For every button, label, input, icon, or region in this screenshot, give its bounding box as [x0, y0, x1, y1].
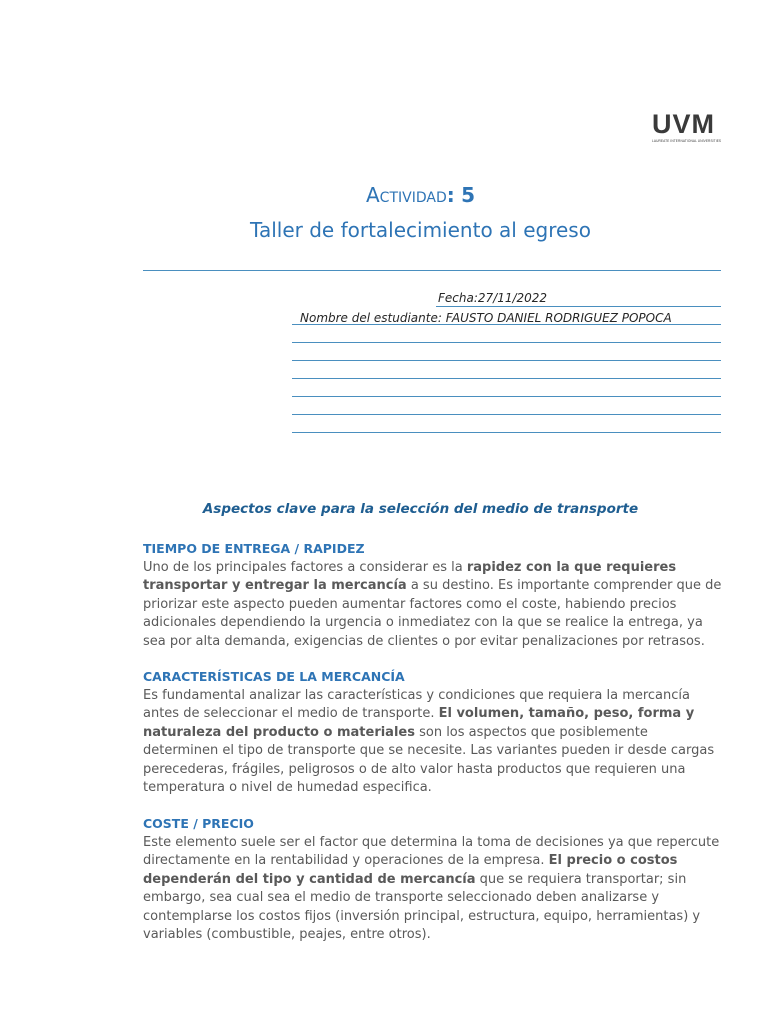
- date-field: Fecha:27/11/2022: [438, 291, 548, 305]
- section-block: [143, 540, 723, 651]
- paragraph-emphasis: El volumen, tamaño, peso, forma y naturaleza del producto o materiales: [143, 706, 695, 740]
- section-heading: TIEMPO DE ENTREGA / RAPIDEZ: [143, 541, 365, 556]
- activity-subtitle: Taller de fortalecimiento al egreso: [250, 218, 591, 242]
- activity-separator: :: [446, 183, 455, 207]
- paragraph-text: Es fundamental analizar las características y condiciones que requiera la mercancía antes de seleccionar el medio de transporte.: [143, 687, 690, 721]
- activity-number: 5: [461, 183, 476, 207]
- paragraph-text: Este elemento suele ser el factor que determina la toma de decisiones ya que repercute directamente en la rentabilidad y operaciones de la empresa.: [143, 834, 720, 868]
- logo-text: UVM: [652, 109, 715, 139]
- paragraph-text: que se requiera transportar; sin embargo, sea cual sea el medio de transporte seleccionado deben analizarse y contemplarse los costos fijos (inversión principal, estructura, equipo, herramientas) y variables (combustible, peajes, entre otros).: [143, 871, 701, 942]
- form-line: [292, 378, 721, 379]
- header-divider: [143, 270, 721, 271]
- paragraph-text: a su destino. Es importante comprender que de priorizar este aspecto pueden aumentar factores como el coste, habiendo precios adicionales dependiendo la urgencia o inmediatez con la que se realice la entrega, ya sea por alta demanda, exigencias de clientes o por evitar penalizaciones por retrasos.: [143, 578, 722, 649]
- form-line: [292, 324, 721, 325]
- section-title: Aspectos clave para la selección del medio de transporte: [202, 501, 639, 517]
- section-heading: CARACTERÍSTICAS DE LA MERCANCÍA: [143, 669, 405, 684]
- paragraph-emphasis: rapidez con la que requieres transportar y entregar la mercancía: [143, 559, 677, 593]
- form-line: [292, 360, 721, 361]
- paragraph-text: son los aspectos que posiblemente determinen el tipo de transporte que se necesite. Las variantes pueden ir desde cargas perecederas, frágiles, peligrosos o de alto valor hasta productos que requieren una temperatura o nivel de humedad especifica.: [143, 724, 715, 795]
- paragraph-emphasis: El precio o costos dependerán del tipo y cantidad de mercancía: [143, 853, 678, 887]
- form-line: [292, 396, 721, 397]
- activity-label: Actividad: [365, 183, 447, 207]
- section-block: [143, 815, 723, 945]
- activity-title: [0, 182, 768, 208]
- form-line: [292, 342, 721, 343]
- section-paragraph: [143, 834, 723, 945]
- student-name-field: Nombre del estudiante: FAUSTO DANIEL RODRIGUEZ POPOCA: [300, 311, 672, 325]
- logo-subtitle: LAUREATE INTERNATIONAL UNIVERSITIES: [652, 139, 722, 143]
- paragraph-text: Uno de los principales factores a considerar es la: [143, 559, 467, 575]
- section-heading: COSTE / PRECIO: [143, 816, 254, 831]
- section-block: [143, 668, 723, 798]
- form-line: [436, 306, 721, 307]
- form-line: [292, 414, 721, 415]
- section-paragraph: [143, 687, 723, 798]
- uvm-logo: [652, 110, 734, 143]
- form-line: [292, 432, 721, 433]
- section-paragraph: [143, 559, 723, 652]
